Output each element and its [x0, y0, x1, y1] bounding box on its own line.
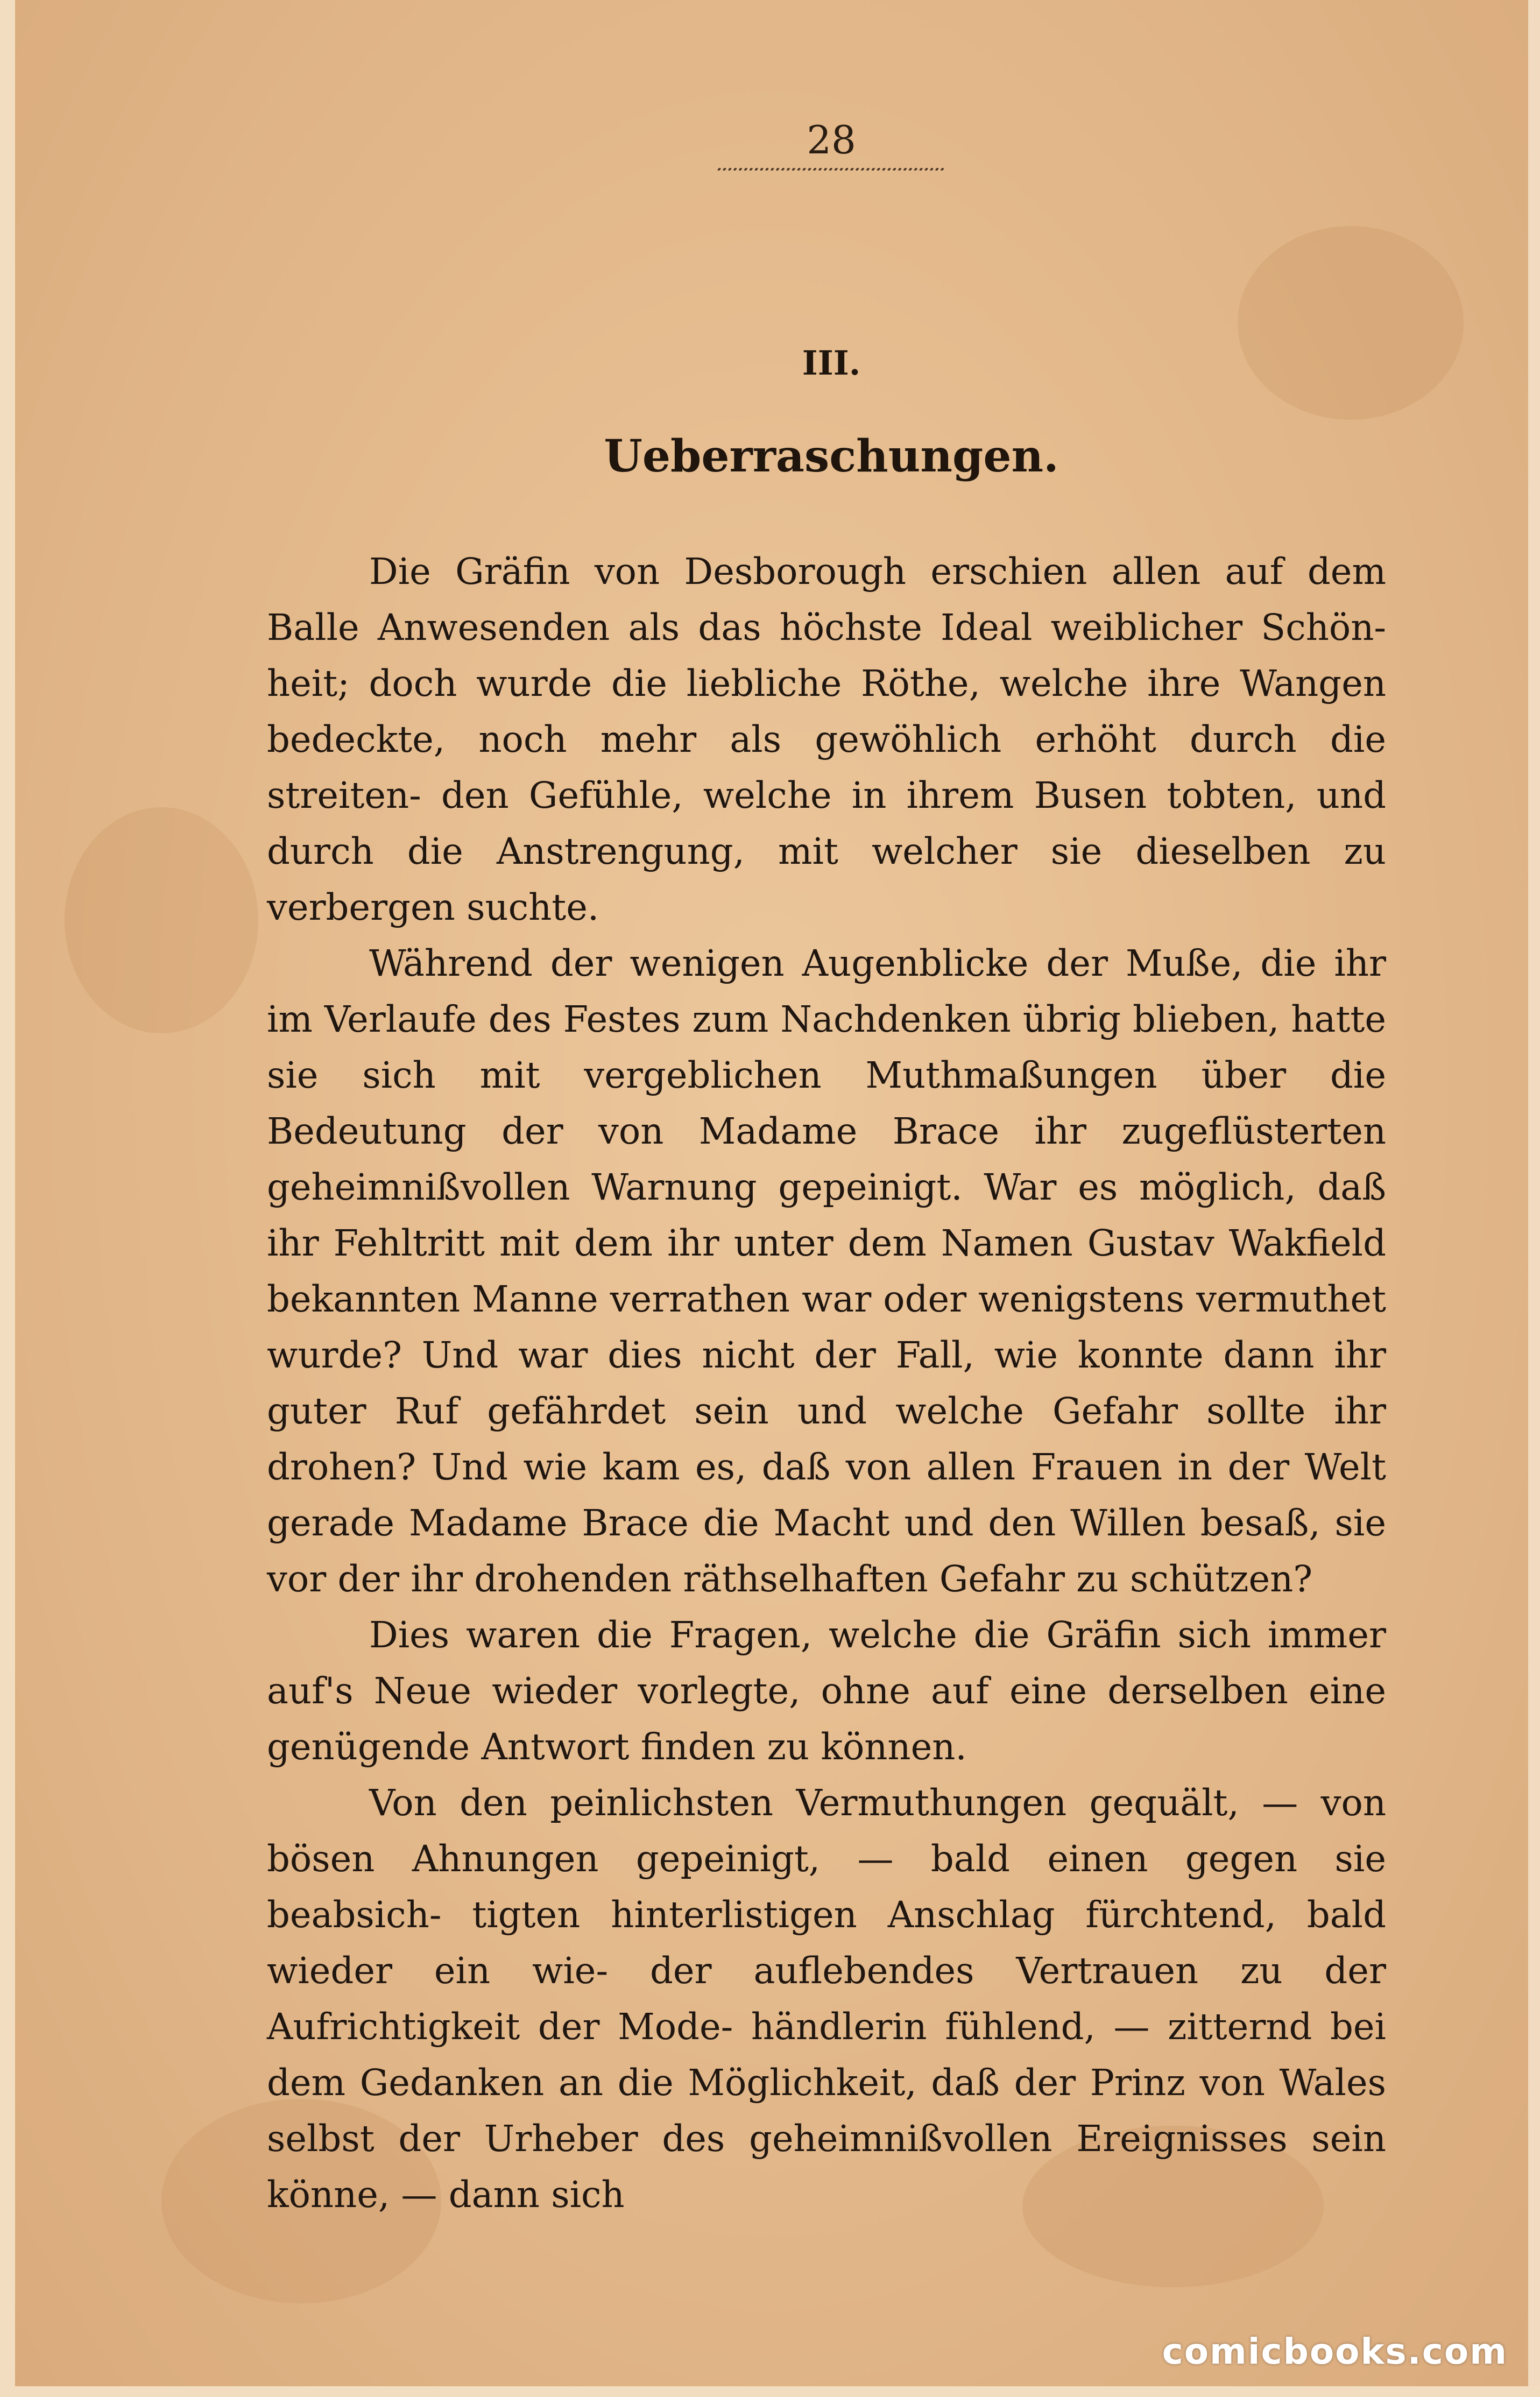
paragraph: Dies waren die Fragen, welche die Gräfin sich immer auf's Neue wieder vorlegte, ohne auf eine derselben eine genügende Antwort finden zu können.: [267, 1614, 1386, 1768]
watermark-logo: comicbooks.com: [1162, 2331, 1508, 2372]
paragraph: Die Gräfin von Desborough erschien allen auf dem Balle Anwesenden als das höchste Ideal weiblicher Schön- heit; doch wurde die liebliche Röthe, welche ihre Wangen bedeckte, noch mehr als gewöhlich erhöht durch die streiten- den Gefühle, welche in ihrem Busen tobten, und durch die Anstrengung, mit welcher sie dieselben zu verbergen suchte.: [267, 551, 1386, 928]
paper-stain: [65, 807, 258, 1033]
page-number: 28: [807, 117, 856, 163]
scan-edge-bottom: [0, 2386, 1540, 2397]
chapter-title: Ueberraschungen.: [604, 431, 1059, 482]
body-text: [267, 544, 1386, 2223]
header-ornament: [713, 168, 945, 178]
paragraph: Während der wenigen Augenblicke der Muße, die ihr im Verlaufe des Festes zum Nachdenken übrig blieben, hatte sie sich mit vergeblichen Muthmaßungen über die Bedeutung der von Madame Brace ihr zugeflüsterten geheimnißvollen Warnung gepeinigt. War es möglich, daß ihr Fehltritt mit dem ihr unter dem Namen Gustav Wakfield bekannten Manne verrathen war oder wenigstens vermuthet wurde? Und war dies nicht der Fall, wie konnte dann ihr guter Ruf gefährdet sein und welche Gefahr sollte ihr drohen? Und wie kam es, daß von allen Frauen in der Welt gerade Madame Brace die Macht und den Willen besaß, sie vor der ihr drohenden räthselhaften Gefahr zu schützen?: [267, 942, 1386, 1600]
paragraph: Von den peinlichsten Vermuthungen gequält, — von bösen Ahnungen gepeinigt, — bald einen gegen sie beabsich- tigten hinterlistigen Anschlag fürchtend, bald wieder ein wie- der auflebendes Vertrauen zu der Aufrichtigkeit der Mode- händlerin fühlend, — zitternd bei dem Gedanken an die Möglichkeit, daß der Prinz von Wales selbst der Urheber des geheimnißvollen Ereignisses sein könne, — dann sich: [267, 1782, 1386, 2216]
paper-stain: [1238, 226, 1464, 420]
chapter-number: III.: [802, 343, 861, 383]
